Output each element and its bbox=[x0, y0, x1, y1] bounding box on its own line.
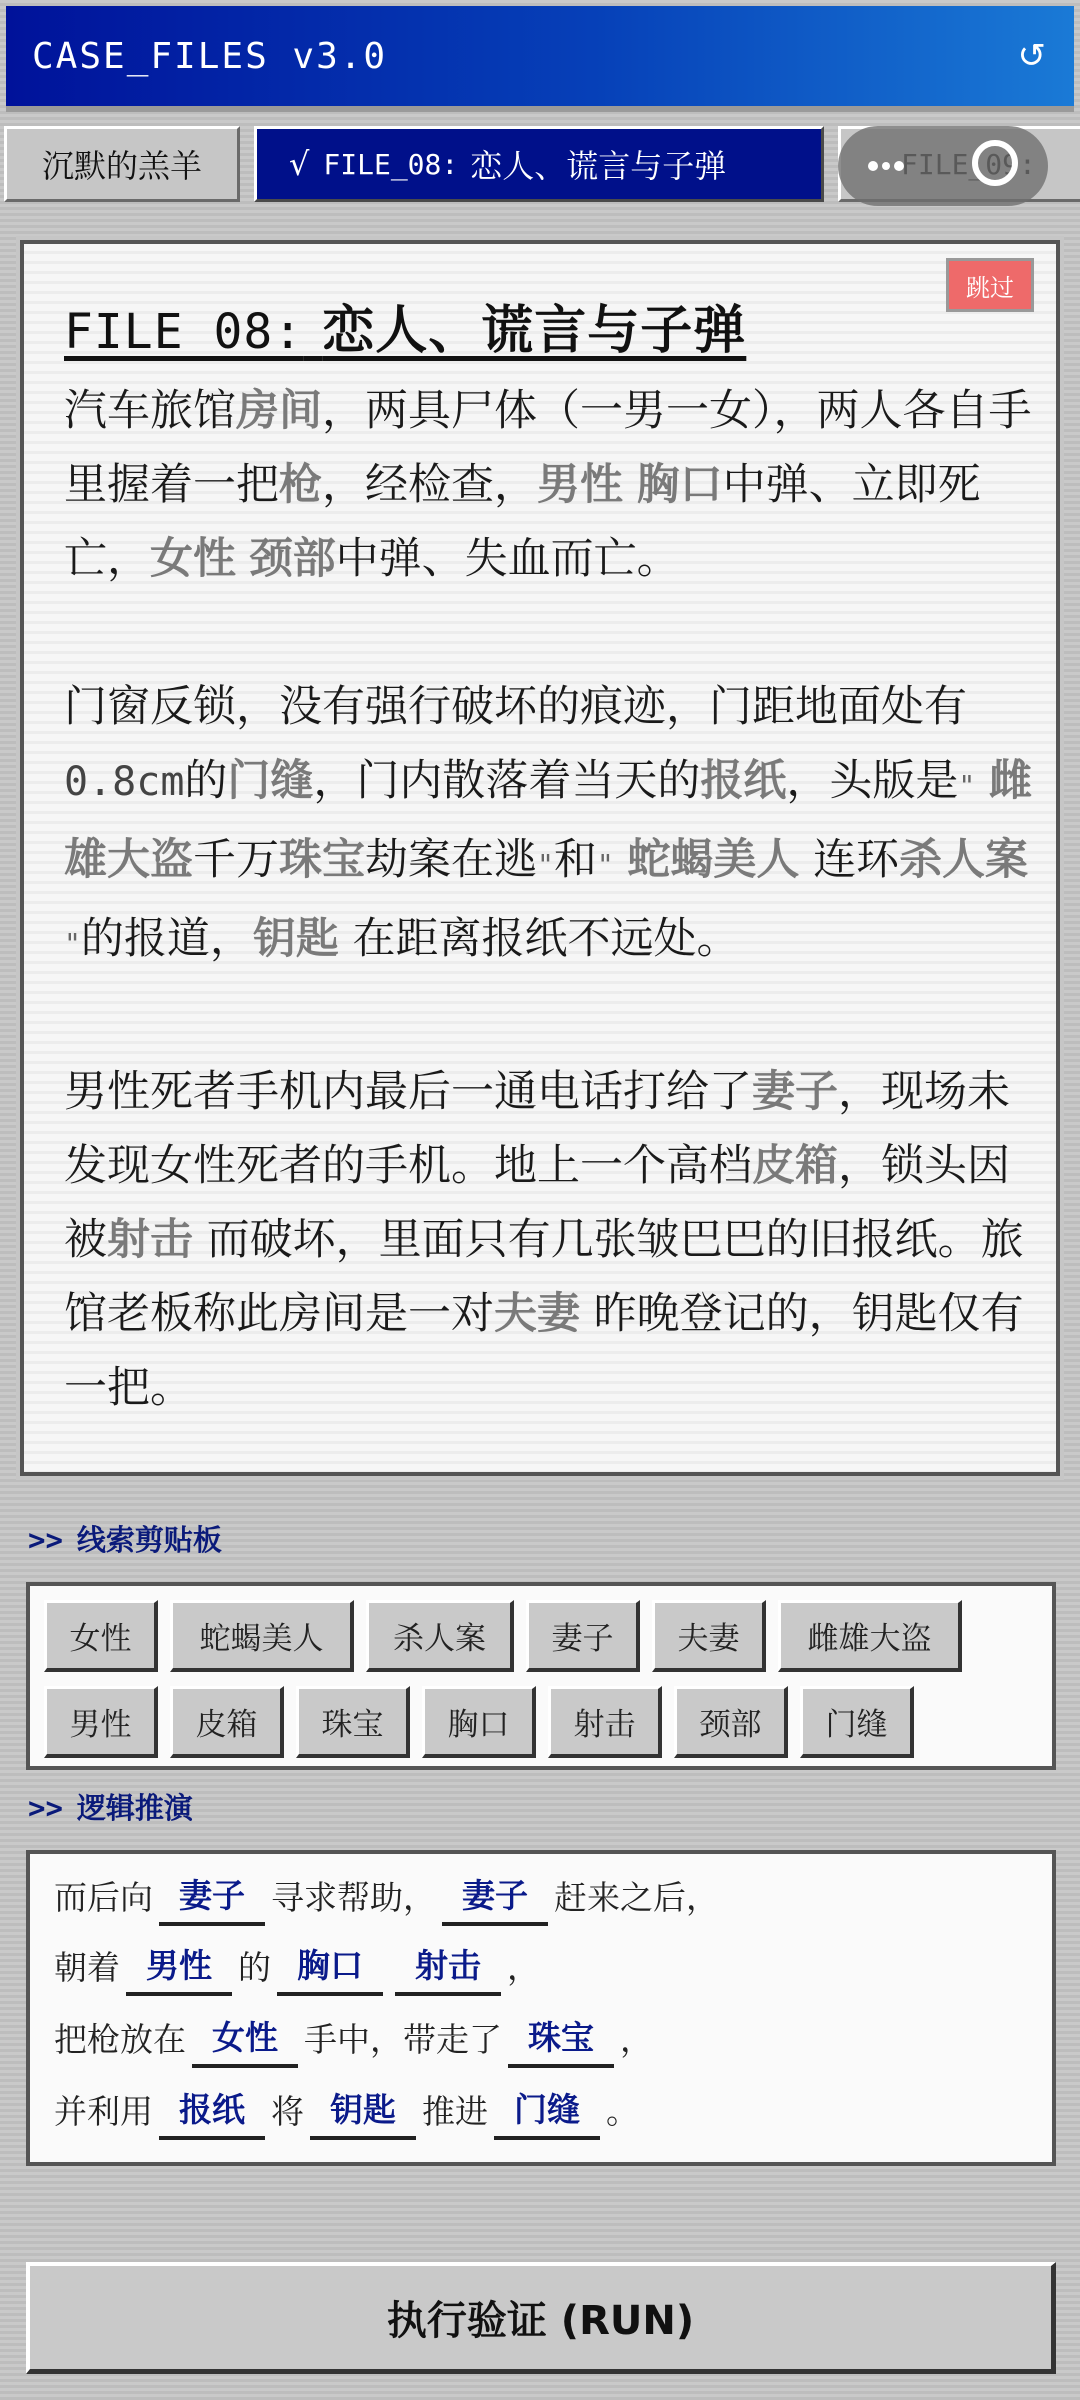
case-title-text: 恋人、谎言与子弹 bbox=[322, 301, 747, 361]
section-arrow: >> bbox=[28, 1523, 63, 1557]
case-paragraph-1 bbox=[64, 374, 1044, 596]
clue-chip[interactable]: 珠宝 bbox=[296, 1686, 410, 1758]
text: 的 bbox=[238, 1947, 271, 1987]
case-paragraph-3 bbox=[64, 1055, 1044, 1425]
section-arrow: >> bbox=[28, 1791, 63, 1825]
answer-slot[interactable]: 珠宝 bbox=[508, 2006, 614, 2068]
text: 门窗反锁，没有强行破坏的痕迹，门距地面处有 bbox=[64, 682, 967, 732]
answer-slot[interactable]: 女性 bbox=[192, 2006, 298, 2068]
text: 劫案在逃 bbox=[365, 835, 537, 885]
text: 寻求帮助， bbox=[271, 1877, 436, 1917]
clue-chip[interactable]: 雌雄大盗 bbox=[778, 1600, 962, 1672]
quote-mark: " bbox=[537, 848, 554, 881]
text: 的报道， bbox=[80, 914, 253, 964]
clue-chip[interactable]: 皮箱 bbox=[170, 1686, 284, 1758]
text: 而破坏，里面只有几张皱巴巴的旧报纸。旅馆老板称此房间是一对 bbox=[64, 1215, 1024, 1339]
tab-label: 恋人、谎言与子弹 bbox=[470, 147, 727, 185]
clue-chip[interactable]: 杀人案 bbox=[366, 1600, 514, 1672]
text: ，经检查， bbox=[322, 460, 537, 510]
case-paragraph-2 bbox=[64, 670, 1044, 981]
title-bar bbox=[6, 6, 1074, 106]
clue-keyword[interactable]: 门缝 bbox=[227, 756, 314, 806]
text: 千万 bbox=[193, 835, 279, 885]
clue-chip[interactable]: 颈部 bbox=[674, 1686, 788, 1758]
answer-slot[interactable]: 门缝 bbox=[494, 2078, 600, 2140]
deduction-line-4 bbox=[54, 2078, 639, 2140]
clue-keyword[interactable]: 妻子 bbox=[752, 1067, 838, 1117]
clue-keyword[interactable]: 女性 bbox=[150, 534, 236, 584]
app-title: CASE_FILES v3.0 bbox=[32, 35, 388, 77]
clue-chip[interactable]: 蛇蝎美人 bbox=[170, 1600, 354, 1672]
clue-keyword[interactable]: 枪 bbox=[279, 460, 322, 510]
case-description bbox=[64, 374, 1044, 1476]
text: ，门内散落着当天的 bbox=[313, 756, 701, 806]
clue-keyword[interactable]: 报纸 bbox=[700, 756, 787, 806]
measurement: 0.8cm bbox=[64, 759, 185, 805]
quote-mark: " bbox=[958, 769, 976, 802]
text: ，现场未发现女性死者的手机。地上一个高档 bbox=[64, 1067, 1010, 1191]
clue-keyword[interactable]: 房间 bbox=[236, 386, 322, 436]
text: 赶来之后， bbox=[554, 1877, 719, 1917]
answer-slot[interactable]: 胸口 bbox=[277, 1934, 383, 1996]
answer-slot[interactable]: 妻子 bbox=[159, 1864, 265, 1926]
text: ，锁头因被 bbox=[64, 1141, 1010, 1265]
clue-chip[interactable]: 射击 bbox=[548, 1686, 662, 1758]
tab-file-08[interactable] bbox=[254, 126, 824, 202]
tab-label: 沉默的羔羊 bbox=[41, 147, 202, 185]
text: 男性死者手机内最后一通电话打给了 bbox=[64, 1067, 752, 1117]
text: 手中，带走了 bbox=[304, 2019, 502, 2059]
text: 连环 bbox=[813, 835, 900, 885]
clue-chip[interactable]: 男性 bbox=[44, 1686, 158, 1758]
clue-keyword[interactable]: 颈部 bbox=[249, 534, 336, 584]
text: 中弹、失血而亡。 bbox=[335, 534, 680, 584]
clue-keyword[interactable]: 男性 bbox=[537, 460, 623, 510]
text: ， bbox=[507, 1947, 540, 1987]
case-file-code: FILE_08: bbox=[64, 304, 304, 360]
deduction-label: 逻辑推演 bbox=[76, 1791, 193, 1825]
text: 汽车旅馆 bbox=[64, 386, 236, 436]
clue-chip[interactable]: 胸口 bbox=[422, 1686, 536, 1758]
clue-chip[interactable]: 妻子 bbox=[526, 1600, 640, 1672]
case-document[interactable] bbox=[20, 240, 1060, 1476]
clue-chip[interactable]: 女性 bbox=[44, 1600, 158, 1672]
clipboard-heading bbox=[28, 1518, 222, 1559]
text: 和 bbox=[553, 835, 597, 885]
title-divider bbox=[6, 106, 1074, 112]
skip-button[interactable]: 跳过 bbox=[946, 258, 1034, 312]
deduction-heading bbox=[28, 1786, 193, 1827]
text: 。 bbox=[606, 2091, 639, 2131]
text: ， bbox=[620, 2019, 653, 2059]
text: 并利用 bbox=[54, 2091, 153, 2131]
text: 将 bbox=[271, 2091, 304, 2131]
clue-keyword[interactable]: 夫妻 bbox=[494, 1289, 580, 1339]
clue-clipboard bbox=[26, 1582, 1056, 1770]
clue-keyword[interactable]: 雌雄大盗 bbox=[64, 756, 1032, 885]
clue-chip[interactable]: 门缝 bbox=[800, 1686, 914, 1758]
clue-keyword[interactable]: 胸口 bbox=[636, 460, 723, 510]
text: 昨晚登记的，钥匙仅有一把。 bbox=[64, 1289, 1024, 1413]
close-circle-icon[interactable] bbox=[972, 140, 1018, 186]
text: 把枪放在 bbox=[54, 2019, 186, 2059]
clue-keyword[interactable]: 钥匙 bbox=[252, 914, 339, 964]
clue-keyword[interactable]: 杀人案 bbox=[899, 835, 1029, 885]
clue-keyword[interactable]: 射击 bbox=[107, 1215, 193, 1265]
clue-keyword[interactable]: 皮箱 bbox=[752, 1141, 838, 1191]
answer-slot[interactable]: 报纸 bbox=[159, 2078, 265, 2140]
run-button[interactable]: 执行验证 (RUN) bbox=[26, 2262, 1056, 2374]
text: 的 bbox=[184, 756, 228, 806]
case-title bbox=[64, 288, 746, 363]
quote-mark: " bbox=[64, 927, 81, 960]
text: 而后向 bbox=[54, 1877, 153, 1917]
tab-silence-of-the-lambs[interactable] bbox=[4, 126, 240, 202]
tab-file-code: FILE_08: bbox=[323, 147, 459, 181]
answer-slot[interactable]: 男性 bbox=[126, 1934, 232, 1996]
deduction-line-2 bbox=[54, 1934, 540, 1996]
clue-chip[interactable]: 夫妻 bbox=[652, 1600, 766, 1672]
text: 推进 bbox=[422, 2091, 488, 2131]
clue-keyword[interactable]: 珠宝 bbox=[279, 835, 365, 885]
check-icon: √ bbox=[289, 145, 310, 183]
reset-icon[interactable]: ↺ bbox=[1017, 36, 1046, 76]
deduction-panel bbox=[26, 1850, 1056, 2166]
text: 朝着 bbox=[54, 1947, 120, 1987]
text: 在距离报纸不远处。 bbox=[352, 914, 740, 964]
answer-slot[interactable]: 钥匙 bbox=[310, 2078, 416, 2140]
text: ，两具尸体（一男一女），两人各自手里握着一把 bbox=[64, 386, 1032, 510]
deduction-line-1 bbox=[54, 1864, 719, 1926]
clue-keyword[interactable]: 蛇蝎美人 bbox=[627, 835, 800, 885]
answer-slot[interactable]: 射击 bbox=[395, 1934, 501, 1996]
clipboard-label: 线索剪贴板 bbox=[76, 1523, 222, 1557]
text: ，头版是 bbox=[786, 756, 959, 806]
answer-slot[interactable]: 妻子 bbox=[442, 1864, 548, 1926]
quote-mark: " bbox=[596, 848, 614, 881]
text: 中弹、立即死亡， bbox=[64, 460, 981, 584]
deduction-line-3 bbox=[54, 2006, 653, 2068]
more-dots-icon[interactable] bbox=[868, 156, 908, 176]
